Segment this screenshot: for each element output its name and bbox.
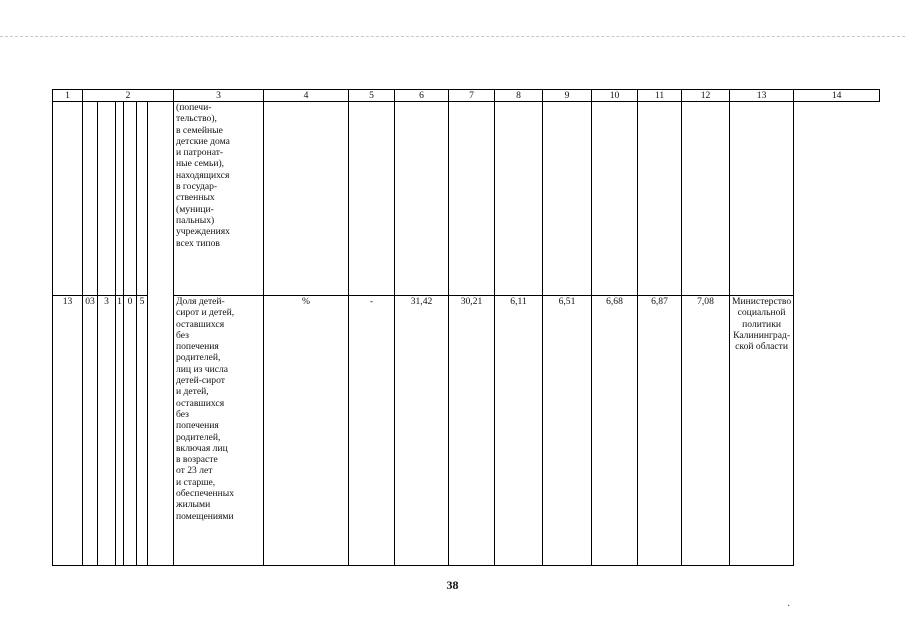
header-cell: 11	[638, 90, 682, 102]
scan-speck: ·	[787, 601, 791, 612]
empty-cell	[395, 102, 449, 296]
code-cell-empty	[53, 102, 83, 296]
value-cell: 30,21	[449, 296, 495, 566]
code-cell: 13	[53, 296, 83, 566]
responsible-executor: Министерство социальной политики Калининград- ской области	[730, 296, 794, 566]
header-row	[53, 90, 880, 102]
header-cell: 8	[495, 90, 543, 102]
table-row-indicator	[53, 296, 880, 566]
header-cell: 4	[264, 90, 349, 102]
code-cell-empty	[137, 102, 148, 296]
empty-cell	[449, 102, 495, 296]
code-cell-empty	[116, 102, 124, 296]
value-cell: 31,42	[395, 296, 449, 566]
scan-border-line	[0, 36, 905, 37]
code-cell-empty	[124, 102, 137, 296]
header-cell: 7	[449, 90, 495, 102]
value-cell: 7,08	[682, 296, 730, 566]
header-cell: 10	[592, 90, 638, 102]
header-cell: 13	[730, 90, 794, 102]
empty-cell	[543, 102, 592, 296]
code-cell: 3	[98, 296, 116, 566]
empty-cell	[349, 102, 395, 296]
value-cell: 6,51	[543, 296, 592, 566]
header-cell: 1	[53, 90, 83, 102]
table-row-continuation	[53, 102, 880, 296]
empty-cell	[592, 102, 638, 296]
header-cell: 9	[543, 90, 592, 102]
header-cell: 3	[174, 90, 264, 102]
indicator-name-continuation: (попечи- тельство), в семейные детские дома и патронат- ные семьи), находящихся в государ- ственных (муници- пальных) учреждениях всех типов	[174, 102, 264, 296]
value-cell: -	[349, 296, 395, 566]
empty-cell	[730, 102, 794, 296]
empty-cell	[264, 102, 349, 296]
header-cell: 14	[794, 90, 880, 102]
value-cell: 6,11	[495, 296, 543, 566]
code-cell: 5	[137, 296, 148, 566]
code-cell-empty	[83, 102, 98, 296]
column-3-merged-cell	[148, 102, 174, 566]
header-cell: 12	[682, 90, 730, 102]
unit-cell: %	[264, 296, 349, 566]
code-cell: 03	[83, 296, 98, 566]
empty-cell	[495, 102, 543, 296]
code-cell-empty	[98, 102, 116, 296]
indicator-table	[52, 89, 880, 566]
header-cell: 5	[349, 90, 395, 102]
empty-cell	[638, 102, 682, 296]
indicator-name: Доля детей- сирот и детей, оставшихся без попечения родителей, лиц из числа детей-сирот и детей, оставшихся без попечения родителей, включая лиц в возрасте от 23 лет и старше, обеспеченных жилыми помещениями	[174, 296, 264, 566]
value-cell: 6,87	[638, 296, 682, 566]
empty-cell	[682, 102, 730, 296]
page-number: 38	[446, 578, 459, 592]
code-cell: 0	[124, 296, 137, 566]
value-cell: 6,68	[592, 296, 638, 566]
code-cell: 1	[116, 296, 124, 566]
header-cell: 6	[395, 90, 449, 102]
header-cell: 2	[83, 90, 174, 102]
